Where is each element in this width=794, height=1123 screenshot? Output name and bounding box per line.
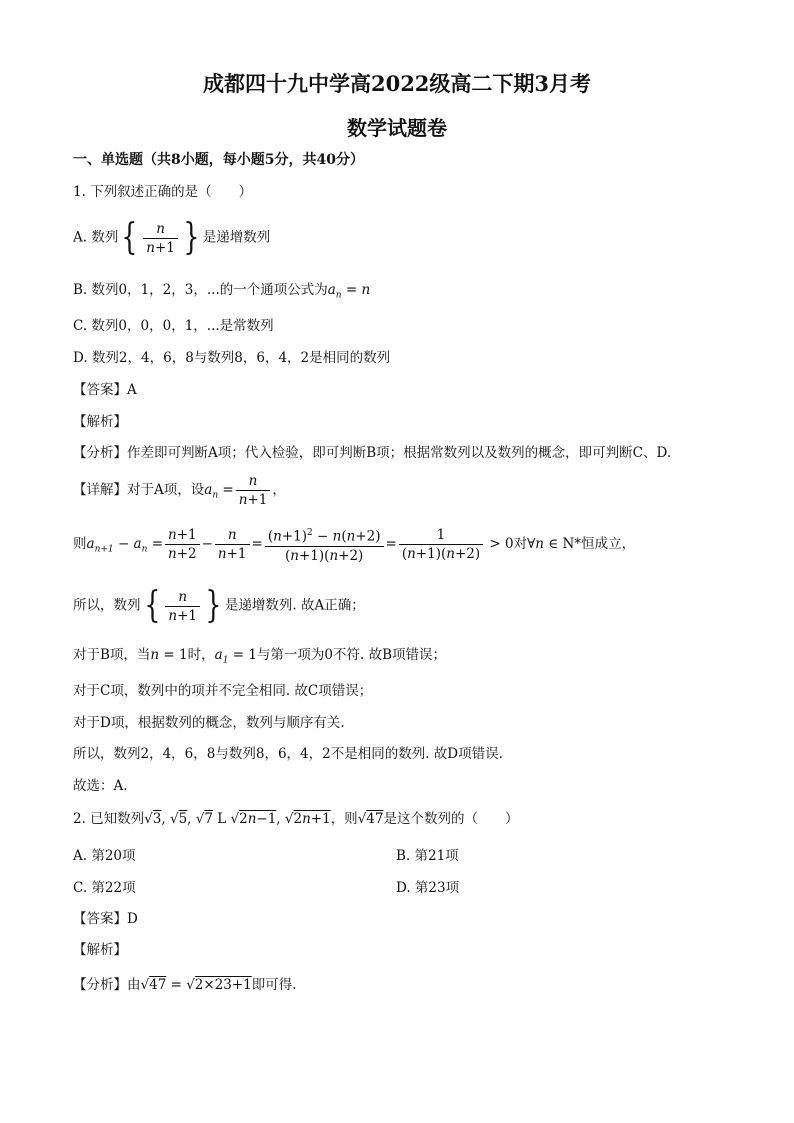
q2-fenxi-prefix: 【分析】由 <box>73 977 141 993</box>
q2-stem-suffix: ，则 <box>330 811 358 827</box>
q1-suoyi-prefix: 所以，数列 <box>73 597 141 614</box>
q1-conclusion: 所以，数列2，4，6，8与数列8，6，4，2不是相同的数列. 故D项错误. <box>73 746 503 762</box>
q1-option-a-prefix: A. 数列 <box>73 229 119 246</box>
q2-analysis-label: 【解析】 <box>73 942 127 958</box>
q1-d-analysis: 对于D项，根据数列的概念，数列与顺序有关. <box>73 715 345 731</box>
q1-fenxi: 【分析】作差即可判断A项；代入检验，即可判断B项；根据常数列以及数列的概念，即可判断C、D. <box>73 445 672 461</box>
q2-option-d: D. 第23项 <box>396 880 460 896</box>
q1-option-c: C. 数列0，0，0，1，...是常数列 <box>73 318 274 334</box>
q2-stem-end: 是这个数列的（ ） <box>383 811 519 827</box>
page-title: 成都四十九中学高2022级高二下期3月考 <box>202 71 592 96</box>
q2-answer: 【答案】D <box>73 911 138 927</box>
q1-b-line-prefix: 对于B项，当 <box>73 647 151 663</box>
q1-difference-formula: 则$a_{n+1} - a_n$ = $\frac{n+1}{n+2}$ − $\frac{n}{n+1}$ = $\frac{(n+1)^2 - n(n+2)}{(n+1)(n+2)}$ = $\frac{1}{(n+1)(n+2)}$ > 0对∀n ∈ N*恒成立， <box>73 524 635 565</box>
q1-xiangjie-prefix: 【详解】对于A项，设 <box>73 482 205 498</box>
q1-option-b-prefix: B. 数列0，1，2，3，...的一个通项公式为 <box>73 282 328 298</box>
q1-stem: 1. 下列叙述正确的是（ ） <box>73 184 253 200</box>
q1-option-a: A. 数列{ $\frac{n}{n+1}$ } 是递增数列 <box>73 217 271 258</box>
q1-b-line-mid: 时， <box>187 647 215 663</box>
q1-c-analysis: 对于C项，数列中的项并不完全相同. 故C项错误； <box>73 683 373 699</box>
q1-xiangjie: 【详解】对于A项，设$a_n$ = $\frac{n}{n+1}$ ， <box>73 473 286 508</box>
q2-fenxi: 【分析】由√47 = √2×23+1即可得. <box>73 977 297 993</box>
q1-suoyi: 所以，数列{ $\frac{n}{n+1}$ } 是递增数列. 故A正确； <box>73 585 365 626</box>
q1-suoyi-suffix: 是递增数列. 故A正确； <box>224 597 365 614</box>
q2-option-c: C. 第22项 <box>73 880 136 896</box>
q1-b-analysis: 对于B项，当n = 1时，$a_1 = 1$与第一项为0不符. 故B项错误； <box>73 647 447 666</box>
q1-holds: 对∀ <box>513 535 536 552</box>
q1-option-a-suffix: 是递增数列 <box>202 229 271 246</box>
q2-stem-prefix: 2. 已知数列 <box>73 811 145 827</box>
section-heading: 一、单选题（共8小题，每小题5分，共40分） <box>73 152 364 168</box>
q1-ze: 则 <box>73 535 87 552</box>
q1-choice: 故选：A. <box>73 778 128 794</box>
q1-option-d: D. 数列2，4，6，8与数列8，6，4，2是相同的数列 <box>73 350 391 366</box>
q1-analysis-label: 【解析】 <box>73 414 127 430</box>
q1-holds-2: 恒成立， <box>581 535 636 552</box>
q2-stem: 2. 已知数列√3, √5, √7 L √2n−1, √2n+1，则√47是这个数列的（ ） <box>73 811 519 827</box>
q1-b-line-suffix: 与第一项为0不符. 故B项错误； <box>256 647 447 663</box>
q1-answer: 【答案】A <box>73 382 137 398</box>
q2-fenxi-suffix: 即可得. <box>251 977 297 993</box>
page-subtitle: 数学试题卷 <box>347 116 447 140</box>
q2-option-a: A. 第20项 <box>73 848 136 864</box>
q2-option-b: B. 第21项 <box>396 848 459 864</box>
q1-option-b: B. 数列0，1，2，3，...的一个通项公式为$a_n = n$ <box>73 282 371 301</box>
